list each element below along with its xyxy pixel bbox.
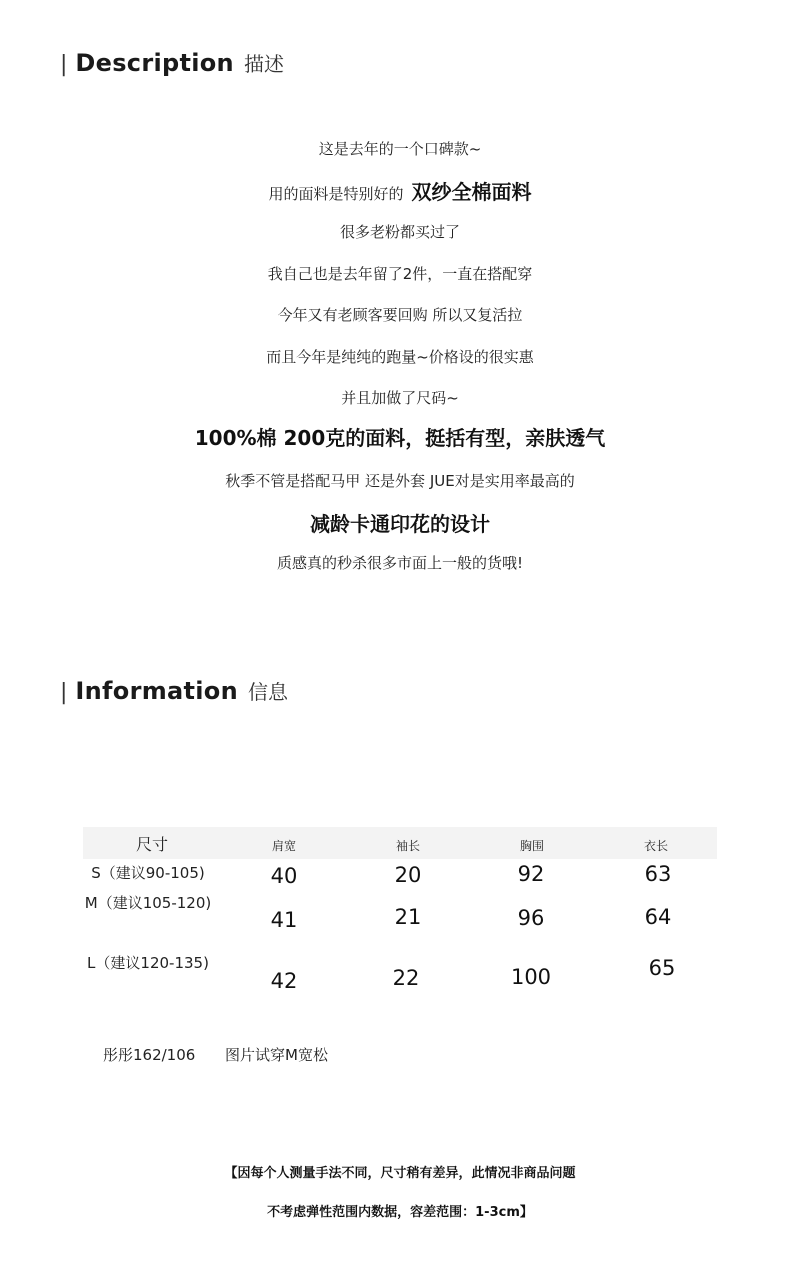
information-title-zh: 信息 <box>247 680 288 704</box>
desc-line-5: 今年又有老顾客要回购 所以又复活拉 <box>277 306 523 324</box>
description-header <box>60 48 284 77</box>
desc-line-2 <box>0 176 800 205</box>
desc-line-3: 很多老粉都买过了 <box>339 223 460 241</box>
desc-line-8: 100%棉 200克的面料，挺括有型，亲肤透气 <box>194 426 606 450</box>
s-chest: 92 <box>517 862 545 886</box>
disclaimer-line-2: 不考虑弹性范围内数据，容差范围：1-3cm】 <box>267 1205 533 1220</box>
desc-line-1: 这是去年的一个口碑款~ <box>318 140 482 158</box>
size-m-label: M（建议105-120) <box>84 894 212 912</box>
m-length: 64 <box>644 905 672 929</box>
desc-line-2-emphasis: 双纱全棉面料 <box>411 180 532 204</box>
model-note: 彤彤162/106 <box>103 1046 196 1064</box>
desc-line-9: 秋季不管是搭配马甲 还是外套 JUE对是实用率最高的 <box>225 472 575 490</box>
size-s-label: S（建议90-105) <box>91 864 205 882</box>
description-title-zh: 描述 <box>243 52 284 76</box>
desc-line-2-text: 用的面料是特别好的 <box>268 185 404 203</box>
header-bar: | <box>60 52 68 77</box>
description-title-en: Description <box>75 49 234 77</box>
m-chest: 96 <box>517 906 545 930</box>
l-chest: 100 <box>510 965 552 989</box>
s-length: 63 <box>644 862 672 886</box>
desc-line-10: 减龄卡通印花的设计 <box>310 512 490 536</box>
header-size: 尺寸 <box>135 835 168 854</box>
header-bar: | <box>60 680 68 705</box>
header-length: 衣长 <box>643 839 668 853</box>
header-sleeve: 袖长 <box>395 839 420 853</box>
size-l-label: L（建议120-135) <box>87 954 209 972</box>
desc-line-11: 质感真的秒杀很多市面上一般的货哦! <box>276 554 523 572</box>
information-title-en: Information <box>75 677 238 705</box>
fit-note: 图片试穿M宽松 <box>225 1046 328 1064</box>
s-sleeve: 20 <box>394 863 422 887</box>
desc-line-7: 并且加做了尺码~ <box>341 389 459 407</box>
s-shoulder: 40 <box>270 864 298 888</box>
desc-line-6: 而且今年是纯纯的跑量~价格设的很实惠 <box>266 348 534 366</box>
header-shoulder: 肩宽 <box>271 839 296 853</box>
information-header <box>60 676 288 705</box>
m-shoulder: 41 <box>270 908 298 932</box>
desc-line-4: 我自己也是去年留了2件，一直在搭配穿 <box>267 265 533 283</box>
l-length: 65 <box>648 956 676 980</box>
disclaimer-line-1: 【因每个人测量手法不同，尺寸稍有差异，此情况非商品问题 <box>224 1166 576 1181</box>
header-chest: 胸围 <box>519 839 544 853</box>
m-sleeve: 21 <box>394 905 422 929</box>
l-sleeve: 22 <box>392 966 420 990</box>
l-shoulder: 42 <box>270 969 298 993</box>
